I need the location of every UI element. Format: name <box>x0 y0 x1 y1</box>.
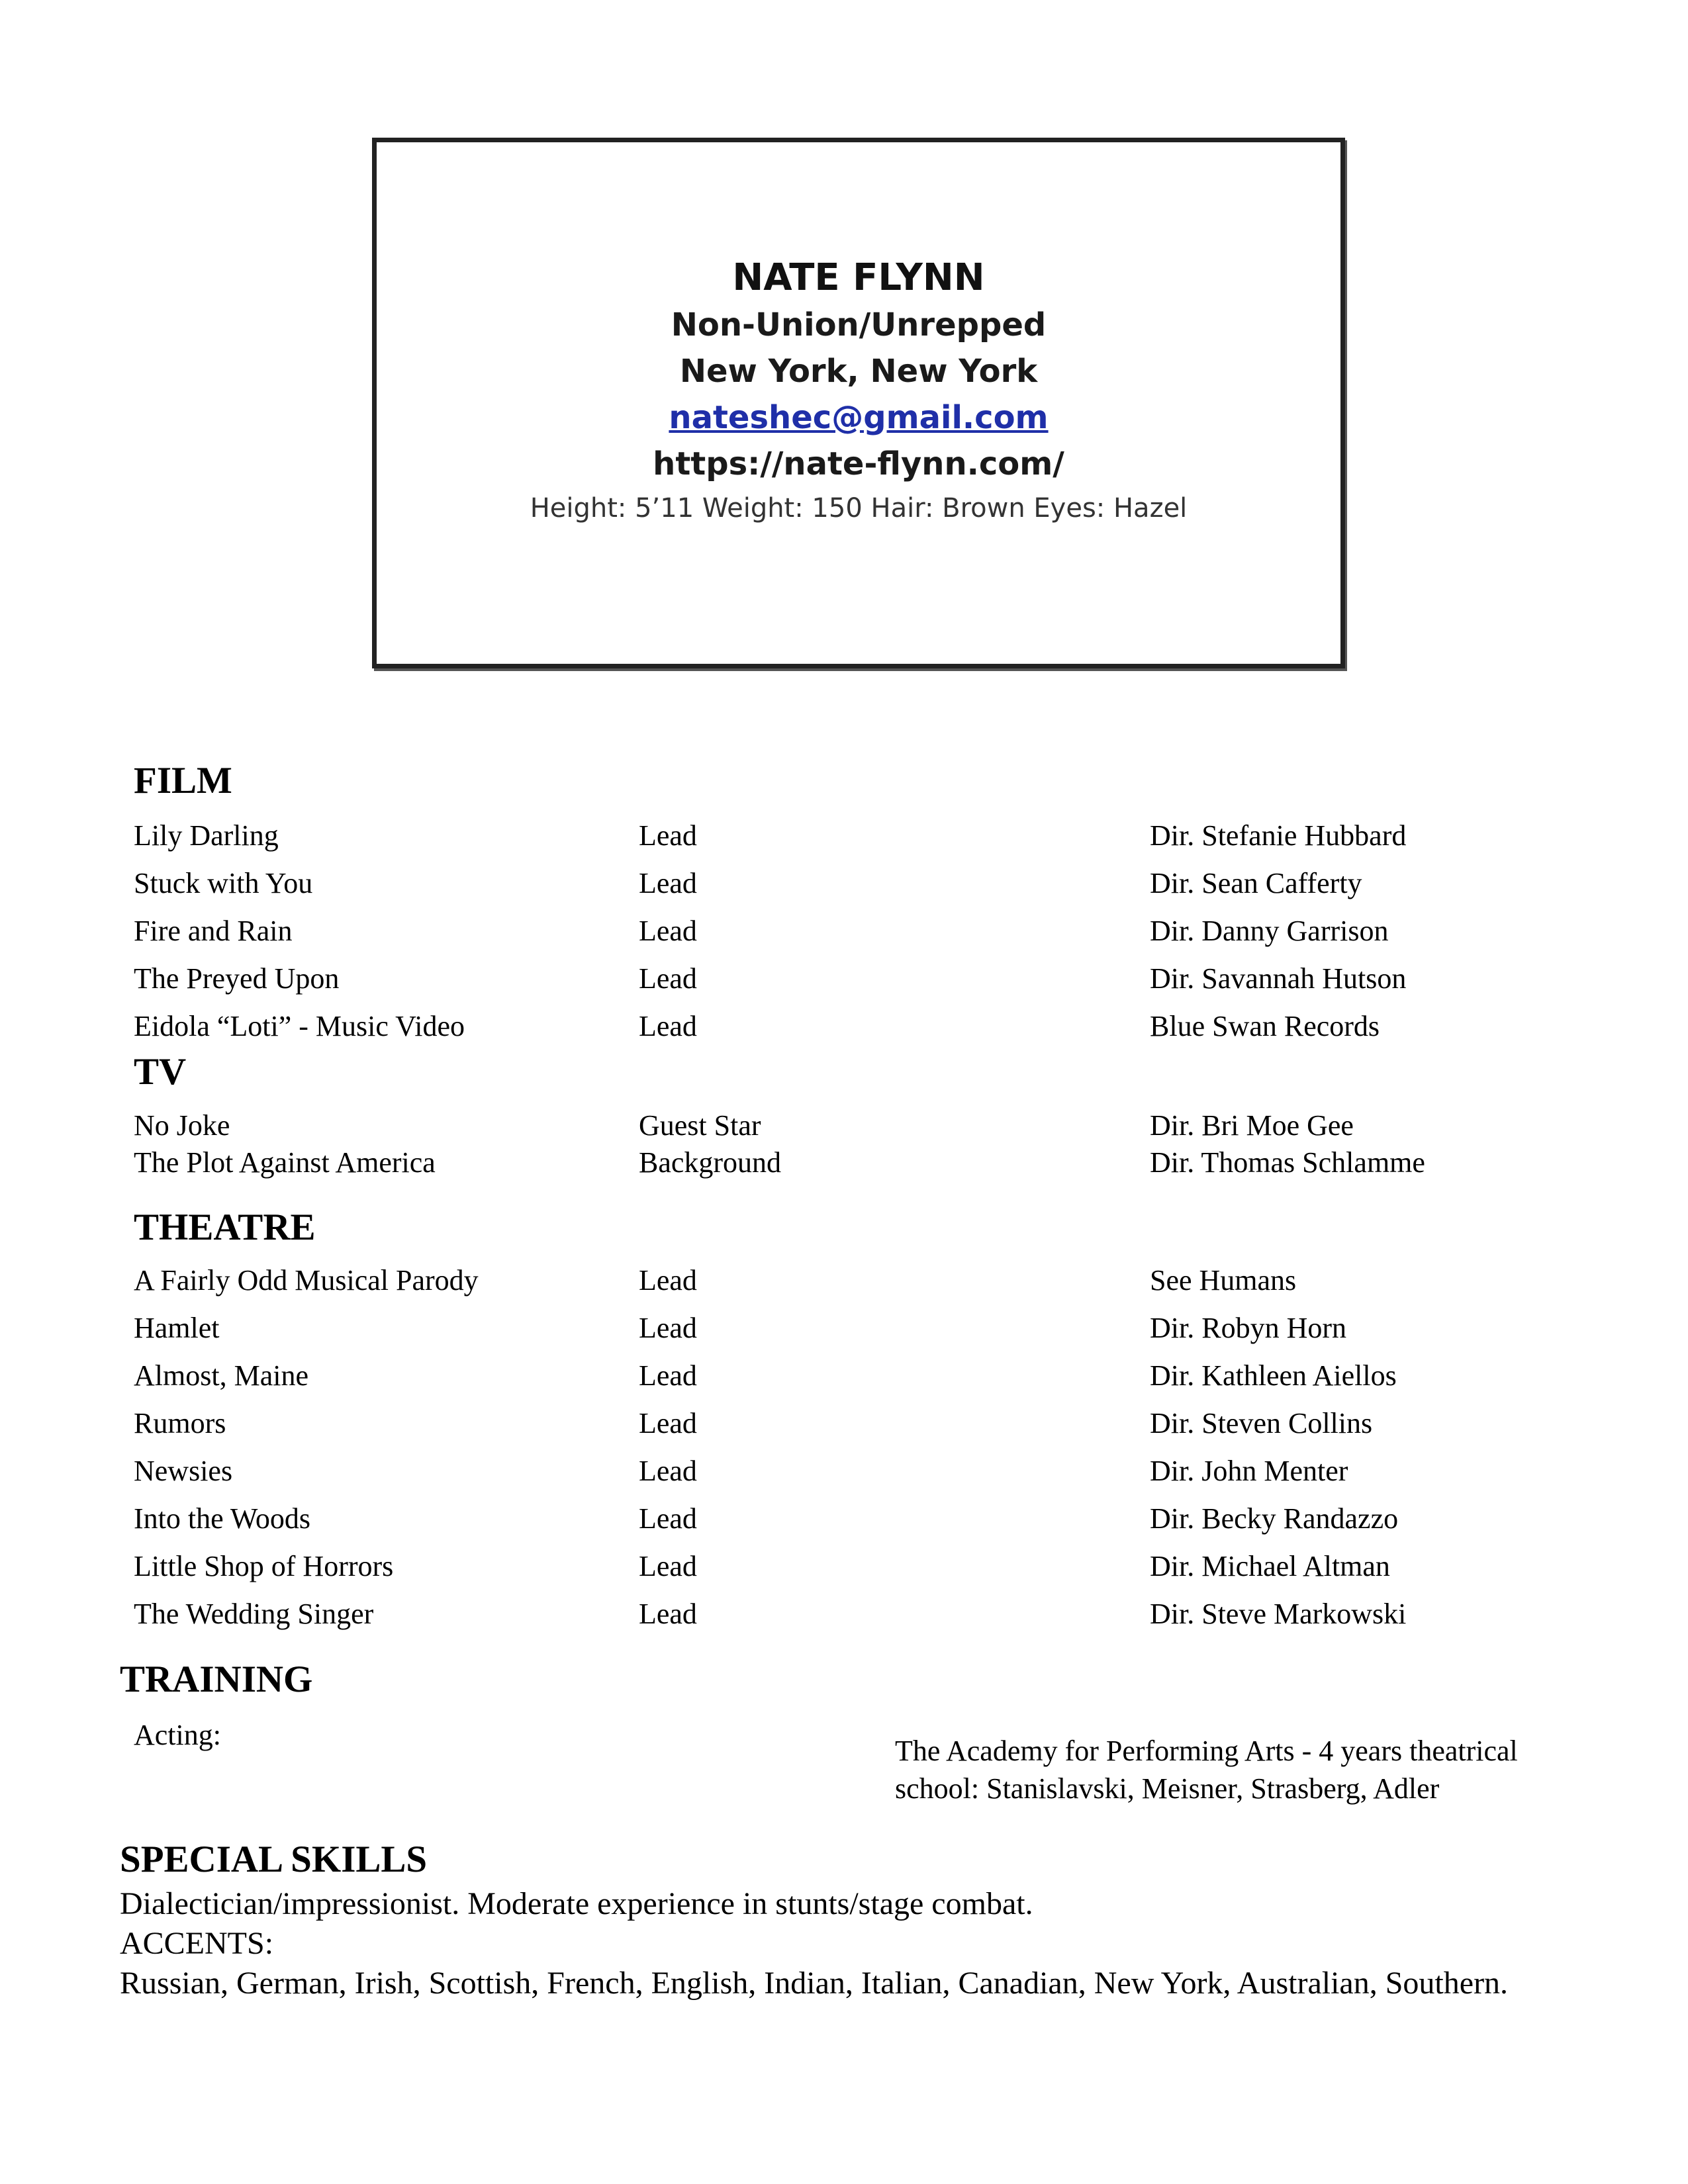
table-row <box>0 1007 1688 1046</box>
credit: See Humans <box>1150 1264 1297 1297</box>
role: Lead <box>639 867 697 899</box>
credit: Dir. Sean Cafferty <box>1150 867 1362 899</box>
role: Lead <box>639 962 697 995</box>
credit: Dir. Bri Moe Gee <box>1150 1109 1354 1142</box>
table-row <box>0 1404 1688 1443</box>
project-title: The Plot Against America <box>134 1146 436 1179</box>
training-detail <box>895 1732 1557 1807</box>
role: Lead <box>639 819 697 852</box>
project-title: Almost, Maine <box>134 1359 308 1392</box>
table-row <box>0 911 1688 951</box>
website-url: https://nate-flynn.com/ <box>653 445 1064 482</box>
project-title: Into the Woods <box>134 1502 310 1535</box>
project-title: Newsies <box>134 1455 233 1487</box>
project-title: The Wedding Singer <box>134 1598 374 1630</box>
role: Lead <box>639 915 697 947</box>
credit: Dir. Steve Markowski <box>1150 1598 1407 1630</box>
credit: Dir. Michael Altman <box>1150 1550 1390 1582</box>
role: Guest Star <box>639 1109 761 1142</box>
role: Lead <box>639 1407 697 1439</box>
film-section-title: FILM <box>134 760 232 801</box>
project-title: Fire and Rain <box>134 915 293 947</box>
project-title: Little Shop of Horrors <box>134 1550 394 1582</box>
physical-stats: Height: 5’11 Weight: 150 Hair: Brown Eyes: Hazel <box>530 493 1188 523</box>
project-title: The Preyed Upon <box>134 962 340 995</box>
accents-heading: ACCENTS: <box>120 1926 274 1961</box>
project-title: Rumors <box>134 1407 226 1439</box>
role: Lead <box>639 1550 697 1582</box>
table-row <box>0 1594 1688 1634</box>
tv-section-title: TV <box>134 1051 187 1093</box>
role: Lead <box>639 1455 697 1487</box>
training-detail-line: school: Stanislavski, Meisner, Strasberg, Adler <box>895 1772 1440 1805</box>
accents-list: Russian, German, Irish, Scottish, French, English, Indian, Italian, Canadian, New York, Australian, Southern. <box>120 1966 1509 2001</box>
table-row <box>0 1451 1688 1491</box>
table-row <box>0 816 1688 856</box>
training-section-title: TRAINING <box>120 1659 313 1700</box>
credit: Dir. Steven Collins <box>1150 1407 1373 1439</box>
project-title: Stuck with You <box>134 867 313 899</box>
credit: Blue Swan Records <box>1150 1010 1380 1042</box>
table-row <box>0 1547 1688 1586</box>
role: Lead <box>639 1502 697 1535</box>
credit: Dir. John Menter <box>1150 1455 1348 1487</box>
email-link[interactable]: nateshec@gmail.com <box>669 399 1049 436</box>
role: Lead <box>639 1598 697 1630</box>
credit: Dir. Becky Randazzo <box>1150 1502 1399 1535</box>
table-row <box>0 1143 1688 1183</box>
table-row <box>0 864 1688 903</box>
table-row <box>0 959 1688 999</box>
role: Background <box>639 1146 782 1179</box>
theatre-section-title: THEATRE <box>134 1206 316 1248</box>
actor-name: NATE FLYNN <box>732 256 985 299</box>
project-title: Eidola “Loti” - Music Video <box>134 1010 465 1042</box>
training-detail-line: The Academy for Performing Arts - 4 years theatrical <box>895 1735 1518 1767</box>
union-status: Non-Union/Unrepped <box>671 306 1047 343</box>
role: Lead <box>639 1010 697 1042</box>
project-title: Hamlet <box>134 1312 220 1344</box>
role: Lead <box>639 1359 697 1392</box>
project-title: No Joke <box>134 1109 230 1142</box>
training-label: Acting: <box>134 1719 221 1751</box>
credit: Dir. Savannah Hutson <box>1150 962 1407 995</box>
skills-section-title: SPECIAL SKILLS <box>120 1839 428 1880</box>
role: Lead <box>639 1264 697 1297</box>
credit: Dir. Stefanie Hubbard <box>1150 819 1407 852</box>
table-row <box>0 1106 1688 1146</box>
table-row <box>0 1261 1688 1300</box>
credit: Dir. Danny Garrison <box>1150 915 1389 947</box>
credit: Dir. Robyn Horn <box>1150 1312 1346 1344</box>
project-title: Lily Darling <box>134 819 279 852</box>
table-row <box>0 1356 1688 1396</box>
credit: Dir. Thomas Schlamme <box>1150 1146 1425 1179</box>
table-row <box>0 1308 1688 1348</box>
role: Lead <box>639 1312 697 1344</box>
table-row <box>0 1499 1688 1539</box>
skills-description: Dialectician/impressionist. Moderate experience in stunts/stage combat. <box>120 1886 1033 1921</box>
credit: Dir. Kathleen Aiellos <box>1150 1359 1397 1392</box>
location: New York, New York <box>679 353 1038 390</box>
project-title: A Fairly Odd Musical Parody <box>134 1264 479 1297</box>
resume-header-box <box>372 138 1345 668</box>
